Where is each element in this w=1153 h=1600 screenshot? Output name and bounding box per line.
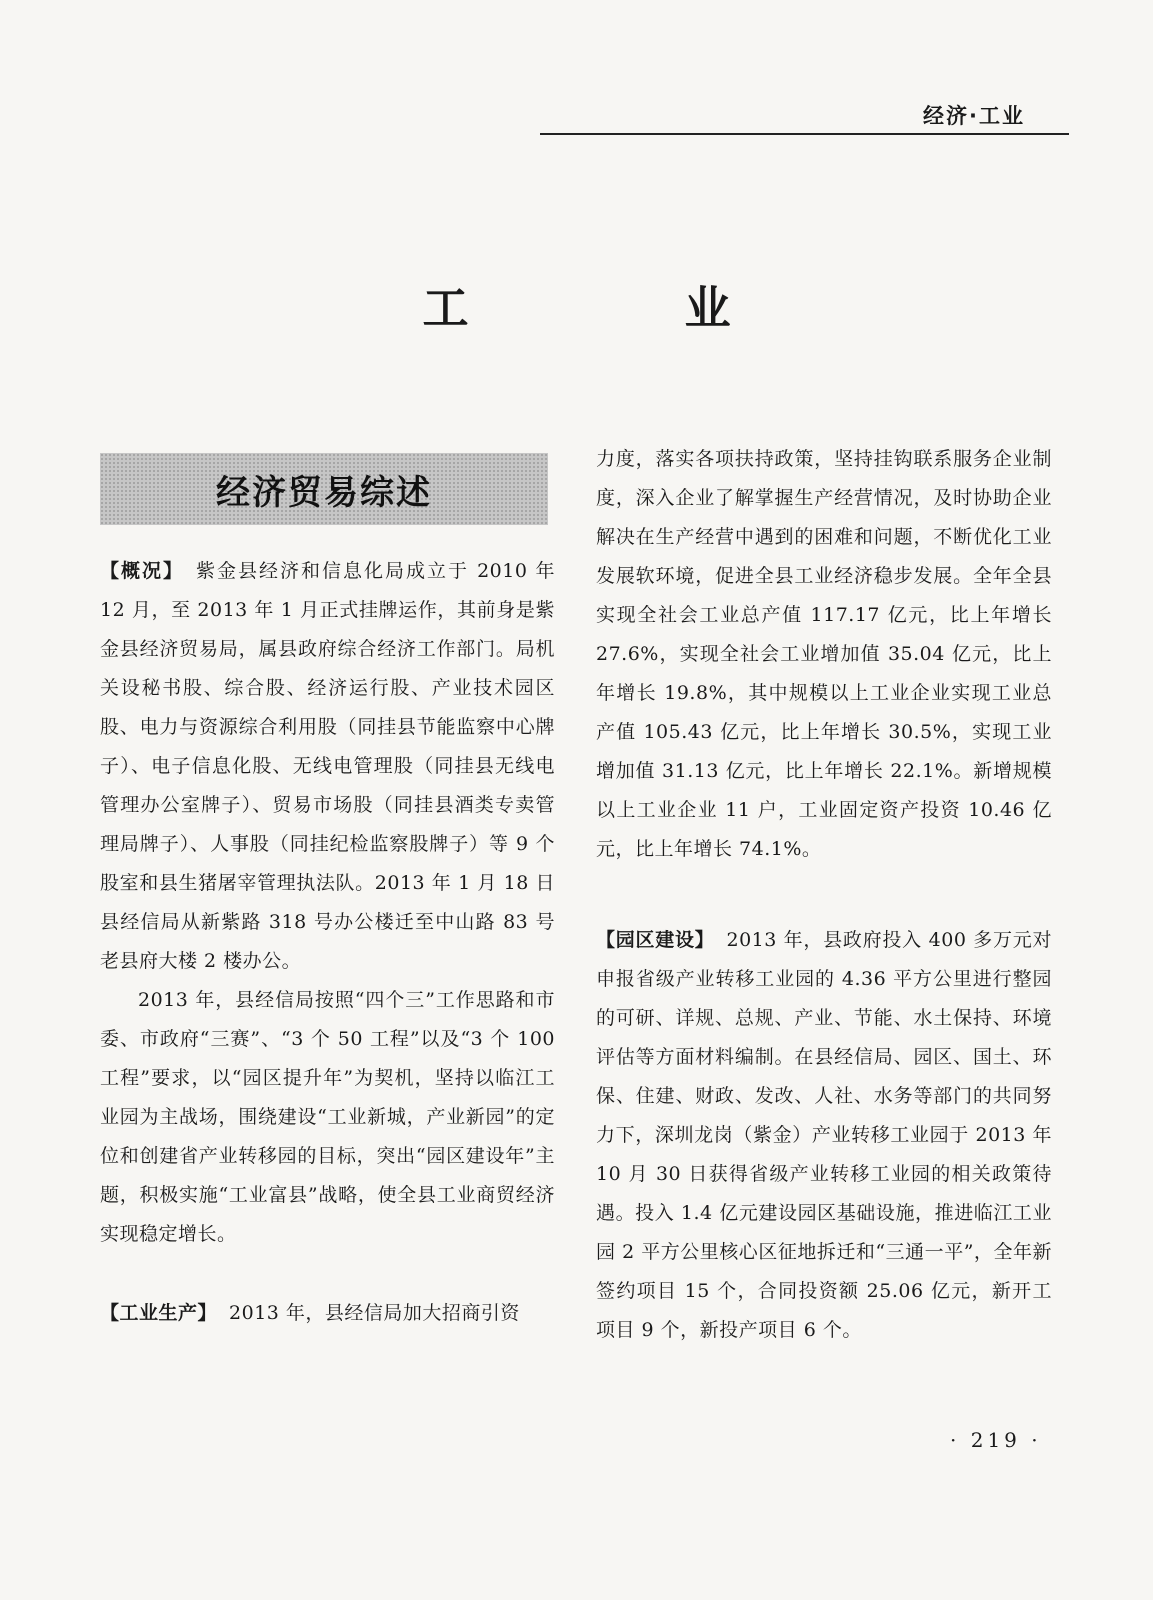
label-industrial-production: 【工业生产】	[100, 1302, 218, 1324]
label-park-construction: 【园区建设】	[596, 929, 715, 951]
page-title: 工 业	[422, 281, 831, 335]
page-number: · 219 ·	[950, 1428, 1042, 1452]
industrial-production-text: 2013 年，县经信局加大招商引资	[229, 1302, 520, 1324]
section-heading: 经济贸易综述	[216, 472, 432, 513]
paragraph-production-continued: 力度，落实各项扶持政策，坚持挂钩联系服务企业制度，深入企业了解掌握生产经营情况，及时协助企业解决在生产经营中遇到的困难和问题，不断优化工业发展软环境，促进全县工业经济稳步发展。全年全县实现全社会工业总产值 117.17 亿元，比上年增长 27.6%，实现全社会工业增加值 35.04 亿元，比上年增长 19.8%，其中规模以上工业企业实现工业总产值 105.43 亿元，比上年增长 30.5%，实现工业增加值 31.13 亿元，比上年增长 22.1%。新增规模以上工业企业 11 户，工业固定资产投资 10.46 亿元，比上年增长 74.1%。	[596, 448, 1052, 860]
paragraph-overview	[100, 552, 555, 981]
left-column	[100, 552, 555, 1333]
section-banner	[100, 453, 548, 525]
label-overview: 【概况】	[100, 560, 185, 582]
park-construction-text: 2013 年，县政府投入 400 多万元对申报省级产业转移工业园的 4.36 平方公里进行整园的可研、详规、总规、产业、节能、水土保持、环境评估等方面材料编制。在县经信局、园区、国土、环保、住建、财政、发改、人社、水务等部门的共同努力下，深圳龙岗（紫金）产业转移工业园于 2013 年 10 月 30 日获得省级产业转移工业园的相关政策待遇。投入 1.4 亿元建设园区基础设施，推进临江工业园 2 平方公里核心区征地拆迁和“三通一平”，全年新签约项目 15 个，合同投资额 25.06 亿元，新开工项目 9 个，新投产项目 6 个。	[596, 929, 1052, 1341]
paragraph-industrial-production	[100, 1294, 555, 1333]
paragraph-strategy: 2013 年，县经信局按照“四个三”工作思路和市委、市政府“三赛”、“3 个 50 工程”以及“3 个 100 工程”要求，以“园区提升年”为契机，坚持以临江工业园为主战场，围绕建设“工业新城，产业新园”的定位和创建省产业转移园的目标，突出“园区建设年”主题，积极实施“工业富县”战略，使全县工业商贸经济实现稳定增长。	[100, 989, 555, 1245]
paragraph-park-construction	[596, 921, 1052, 1350]
running-header: 经济·工业	[923, 104, 1025, 128]
right-column	[596, 440, 1052, 1350]
header-rule	[540, 133, 1069, 135]
overview-text: 紫金县经济和信息化局成立于 2010 年 12 月，至 2013 年 1 月正式挂牌运作，其前身是紫金县经济贸易局，属县政府综合经济工作部门。局机关设秘书股、综合股、经济运行股、产业技术园区股、电力与资源综合利用股（同挂县节能监察中心牌子）、电子信息化股、无线电管理股（同挂县无线电管理办公室牌子）、贸易市场股（同挂县酒类专卖管理局牌子）、人事股（同挂纪检监察股牌子）等 9 个股室和县生猪屠宰管理执法队。2013 年 1 月 18 日县经信局从新紫路 318 号办公楼迁至中山路 83 号老县府大楼 2 楼办公。	[100, 560, 555, 972]
